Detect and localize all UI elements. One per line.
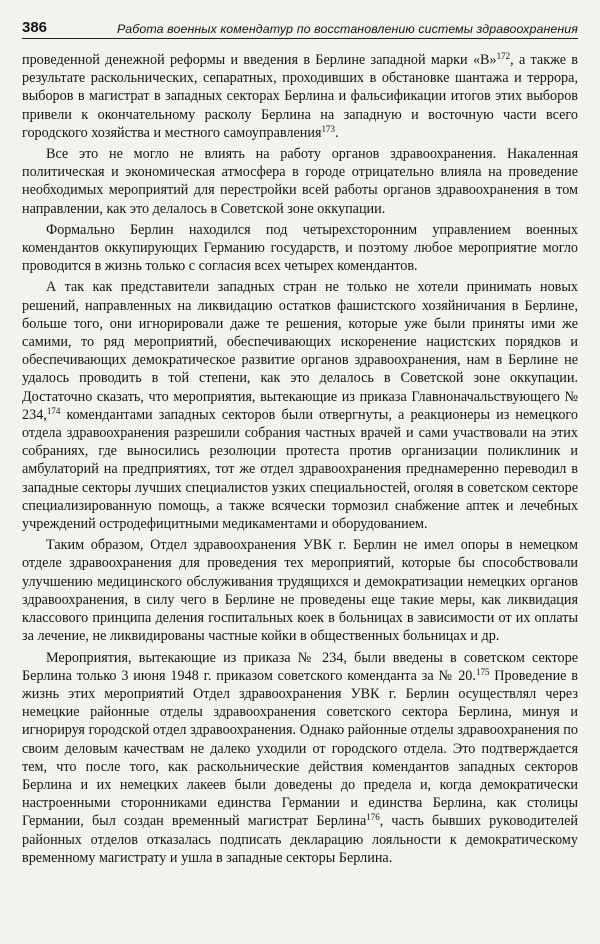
text-run: проведенной денежной реформы и введения в Берлине западной марки «В» [22,52,497,68]
text-run: Проведение в жизнь этих мероприятий Отдел здравоохранения УВК г. Берлин осуществлял через немецкие районные отделы здравоохранения советского сектора Берлина, минуя и игнорируя городской отдел здравоохранения. Однако районные отделы здравоохранения по своим деловым качествам не далеко уходили от городского отдела. Это подтверждается тем, что после того, как раскольнические действия комендантов западных секторов Берлина и их немецких лакеев были доведены до предела и, когда демократически настроенными сторонниками единства Германии и единства Берлина, как столицы Германии, был создан временный магистрат Берлина [22,667,578,830]
paragraph [22,51,578,142]
text-run: , а также в результате раскольнических, сепаратных, проходивших в обстановке шантажа и террора, выборов в магистрат в западных секторах Берлина и фальсификации итогов этих выборов привели к окончательному расколу Берлина на западную и восточную части всего городского хозяйства и местного самоуправления [22,52,578,141]
footnote-ref: 176 [366,812,380,823]
paragraph [22,536,578,645]
footnote-ref: 172 [496,51,511,61]
running-title: Работа военных комендатур по восстановлению системы здравоохранения [116,22,578,36]
text-run: Таким образом, Отдел здравоохранения УВК г. Берлин не имел опоры в немецком отделе здравоохранения для проведения тех мероприятий, которые бы способствовали улучшению медицинского обслуживания трудящихся и демократизации немецких органов здравоохранения, в силу чего в Берлине не проведены еще такие меры, как ликвидация классового принципа деления госпитальных коек в больницах в зависимости от их оплаты за лечение, не ликвидированы частные койки в общественных больницах и др. [22,537,578,645]
text-run: Все это не могло не влиять на работу органов здравоохранения. Накаленная политическая и экономическая атмосфера в городе отрицательно влияла на проведение необходимых мероприятий для перестройки всей работы органов здравоохранения в том направлении, как это делалось в Советской зоне оккупации. [22,146,578,217]
footnote-ref: 174 [46,405,61,416]
paragraph [22,145,578,218]
paragraph [22,221,578,276]
page-header [22,14,578,39]
footnote-ref: 173 [321,123,335,134]
text-run: А так как представители западных стран не только не хотели принимать новых решений, направленных на ликвидацию остатков фашистского хозяйничания в Берлине, больше того, они игнорировали даже те решения, которые уже были приняты ими же самими, то ряд мероприятий, обеспечивающих искоренение нацистских порядков и обеспечивающих демократическое развитие органов здравоохранения, нам в Берлине не удалось проводить в той степени, как это делалось в Советской зоне оккупации. Достаточно сказать, что мероприятия, вытекающие из приказа Главноначальствующего № 234, [22,279,578,423]
paragraph [22,649,578,867]
footnote-ref: 175 [475,666,490,677]
text-run: . [334,124,339,141]
body-text [22,51,578,867]
text-run: Формально Берлин находился под четырехсторонним управлением военных комендантов оккупирующих Германию государств, и поэтому любое мероприятие могло проводится в жизнь только с согласия всех четырех комендантов. [22,221,578,275]
text-run: Мероприятия, вытекающие из приказа № 234, были введены в советском секторе Берлина только 3 июня 1948 г. приказом советского коменданта за № 20. [22,649,578,684]
page-number: 386 [22,19,48,36]
paragraph [22,278,578,533]
text-run: , часть бывших руководителей районных отделов отказалась подписать декларацию лояльности к демократическому временному магистрату и ушла в западные секторы Берлина. [22,813,579,866]
text-run: комендантами западных секторов были отвергнуты, а реакционеры из немецкого отдела здравоохранения разрешили собрания частных врачей и сами участвовали на этих собраниях, где выносились резолюции протеста против организации поликлиник и амбулаторий на предприятиях, тот же отдел здравоохранения преднамеренно переводил в западные секторы лучших специалистов узких специальностей, оголяя в советском секторе специализированную помощь, а также всячески тормозил снабжение аптек и лечебных учреждений остродефицитными медикаментами и оборудованием. [22,406,578,533]
